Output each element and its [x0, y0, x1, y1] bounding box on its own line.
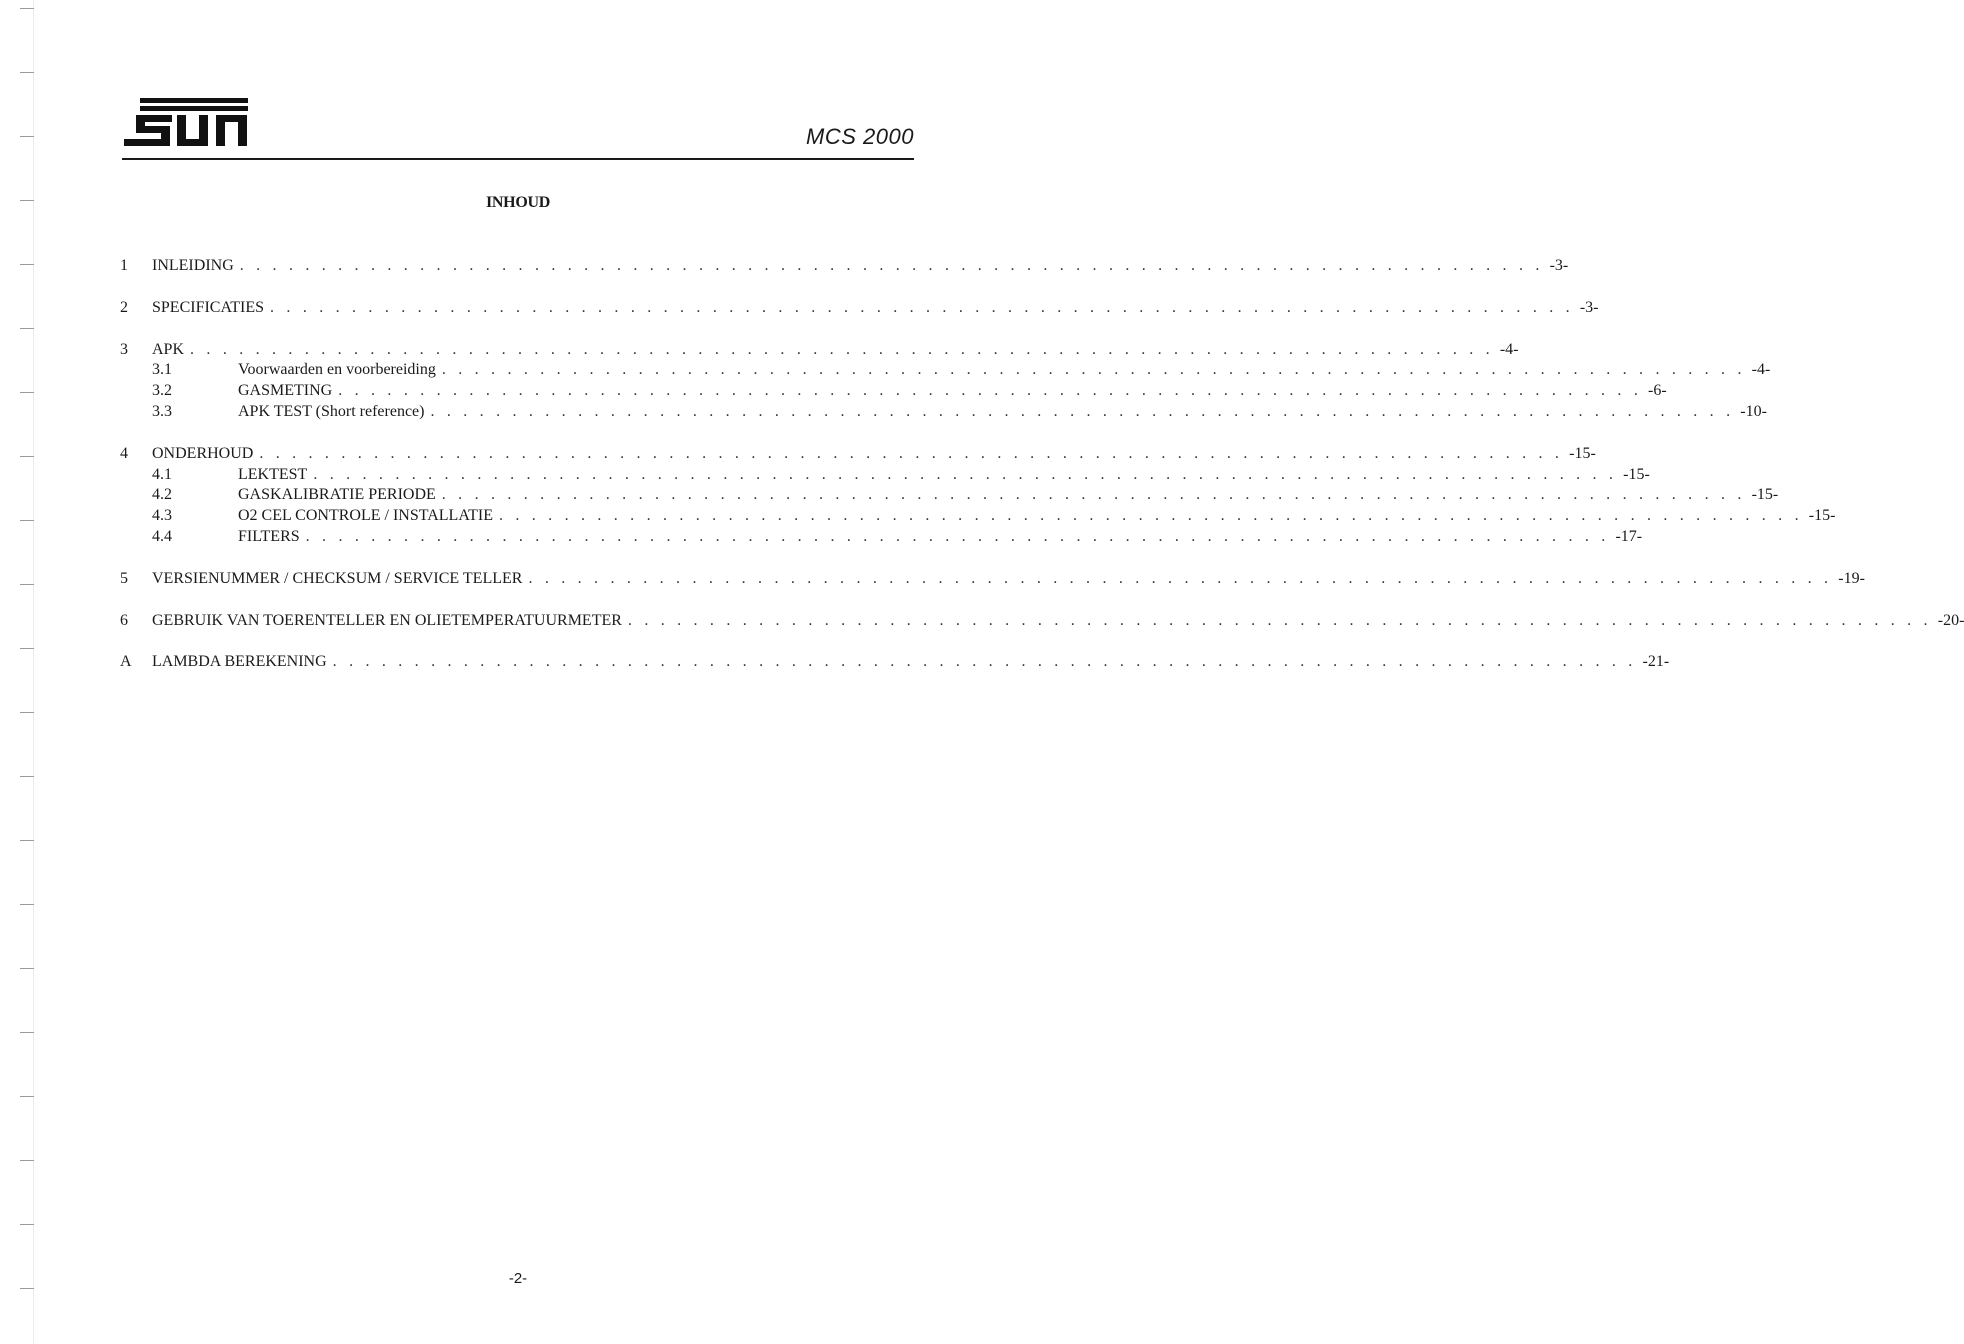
toc-subentry: [120, 360, 1771, 381]
table-of-contents: [120, 256, 1964, 694]
entry-title: FILTERS: [238, 527, 300, 545]
toc-entry: [120, 569, 1865, 590]
dot-leader: . . . . . . . . . . . . . . . . . . . . . . . . . . . . . . . . . . . . . . . . . . . . . . . . . . . . . . . . . . . . . . . . . . . . . . . . . . . . . . . .: [627, 611, 1932, 629]
entry-page: -15-: [1623, 465, 1650, 483]
binder-hole-mark: [20, 1288, 34, 1289]
toc-entry: [120, 340, 1519, 361]
toc-section: [120, 444, 1836, 548]
entry-number: 4: [120, 444, 128, 462]
binder-hole-mark: [20, 968, 34, 969]
dot-leader: . . . . . . . . . . . . . . . . . . . . . . . . . . . . . . . . . . . . . . . . . . . . . . . . . . . . . . . . . . . . . . . . . . . . . . . . . . . . . . . .: [338, 382, 1643, 400]
toc-subentry: [120, 402, 1767, 423]
sun-logo: [122, 98, 248, 154]
entry-page: -19-: [1838, 569, 1865, 587]
entry-title: GASKALIBRATIE PERIODE: [238, 486, 436, 504]
entry-number: 4.2: [152, 486, 172, 504]
entry-page: -4-: [1499, 340, 1519, 358]
entry-number: 3: [120, 340, 128, 358]
entry-title: O2 CEL CONTROLE / INSTALLATIE: [238, 507, 493, 525]
binder-hole-mark: [20, 1096, 34, 1097]
toc-subentry: [120, 485, 1779, 506]
dot-leader: . . . . . . . . . . . . . . . . . . . . . . . . . . . . . . . . . . . . . . . . . . . . . . . . . . . . . . . . . . . . . . . . . . . . . . . . . . . . . . . .: [270, 298, 1574, 316]
binder-hole-mark: [20, 8, 34, 9]
binder-hole-mark: [20, 72, 34, 73]
binder-hole-mark: [20, 264, 34, 265]
entry-title: LAMBDA BEREKENING: [152, 653, 327, 671]
dot-leader: . . . . . . . . . . . . . . . . . . . . . . . . . . . . . . . . . . . . . . . . . . . . . . . . . . . . . . . . . . . . . . . . . . . . . . . . . . . . . . . .: [441, 361, 1746, 379]
entry-number: 1: [120, 257, 128, 274]
entry-page: -15-: [1751, 486, 1779, 504]
dot-leader: . . . . . . . . . . . . . . . . . . . . . . . . . . . . . . . . . . . . . . . . . . . . . . . . . . . . . . . . . . . . . . . . . . . . . . . . . . . . . . . .: [239, 257, 1544, 274]
entry-title: APK TEST (Short reference): [238, 402, 425, 420]
entry-number: 3.2: [152, 382, 172, 400]
entry-page: -17-: [1615, 527, 1643, 545]
entry-page: -10-: [1740, 402, 1767, 420]
entry-number: 4.1: [152, 465, 172, 483]
entry-title: GEBRUIK VAN TOERENTELLER EN OLIETEMPERATUURMETER: [152, 611, 622, 629]
toc-subentry: [120, 506, 1836, 527]
toc-entry: [120, 444, 1596, 465]
dot-leader: . . . . . . . . . . . . . . . . . . . . . . . . . . . . . . . . . . . . . . . . . . . . . . . . . . . . . . . . . . . . . . . . . . . . . . . . . . . . . . . .: [313, 465, 1618, 483]
header-rule: [122, 158, 914, 160]
binder-hole-mark: [20, 712, 34, 713]
entry-title: APK: [152, 340, 185, 358]
entry-title: VERSIENUMMER / CHECKSUM / SERVICE TELLER: [152, 569, 523, 587]
toc-entry: [120, 256, 1569, 277]
toc-subentry: [120, 381, 1667, 402]
binder-hole-mark: [20, 136, 34, 137]
entry-title: INLEIDING: [152, 257, 234, 274]
entry-title: LEKTEST: [238, 465, 308, 483]
toc-subentry: [120, 527, 1643, 548]
entry-page: -4-: [1751, 361, 1771, 379]
entry-title: Voorwaarden en voorbereiding: [238, 361, 436, 379]
entry-number: 4.3: [152, 507, 172, 525]
toc-section: [120, 569, 1865, 590]
dot-leader: . . . . . . . . . . . . . . . . . . . . . . . . . . . . . . . . . . . . . . . . . . . . . . . . . . . . . . . . . . . . . . . . . . . . . . . . . . . . . . . .: [190, 340, 1494, 358]
binder-hole-mark: [20, 1224, 34, 1225]
entry-page: -6-: [1648, 382, 1667, 400]
entry-page: -21-: [1642, 653, 1670, 671]
toc-section: [120, 340, 1771, 423]
toc-entry: [120, 652, 1670, 673]
binder-hole-mark: [20, 1032, 34, 1033]
dot-leader: . . . . . . . . . . . . . . . . . . . . . . . . . . . . . . . . . . . . . . . . . . . . . . . . . . . . . . . . . . . . . . . . . . . . . . . . . . . . . . . .: [305, 527, 1610, 545]
dot-leader: . . . . . . . . . . . . . . . . . . . . . . . . . . . . . . . . . . . . . . . . . . . . . . . . . . . . . . . . . . . . . . . . . . . . . . . . . . . . . . . .: [441, 486, 1746, 504]
binder-hole-mark: [20, 840, 34, 841]
binder-hole-mark: [20, 520, 34, 521]
toc-section: [120, 256, 1569, 277]
binder-hole-mark: [20, 584, 34, 585]
entry-number: 4.4: [152, 527, 172, 545]
binder-hole-mark: [20, 328, 34, 329]
entry-number: 3.1: [152, 361, 172, 379]
binder-hole-mark: [20, 648, 34, 649]
toc-subentry: [120, 465, 1650, 486]
dot-leader: . . . . . . . . . . . . . . . . . . . . . . . . . . . . . . . . . . . . . . . . . . . . . . . . . . . . . . . . . . . . . . . . . . . . . . . . . . . . . . . .: [498, 507, 1803, 525]
binder-hole-mark: [20, 392, 34, 393]
entry-number: 5: [120, 569, 128, 587]
product-name: MCS 2000: [806, 124, 914, 149]
entry-title: GASMETING: [238, 382, 333, 400]
toc-section: [120, 298, 1599, 319]
binder-hole-mark: [20, 456, 34, 457]
binder-hole-mark: [20, 1160, 34, 1161]
toc-entry: [120, 611, 1964, 632]
dot-leader: . . . . . . . . . . . . . . . . . . . . . . . . . . . . . . . . . . . . . . . . . . . . . . . . . . . . . . . . . . . . . . . . . . . . . . . . . . . . . . . .: [332, 653, 1637, 671]
entry-page: -3-: [1549, 257, 1569, 274]
entry-page: -15-: [1569, 444, 1596, 462]
binder-hole-mark: [20, 776, 34, 777]
entry-number: 3.3: [152, 402, 172, 420]
dot-leader: . . . . . . . . . . . . . . . . . . . . . . . . . . . . . . . . . . . . . . . . . . . . . . . . . . . . . . . . . . . . . . . . . . . . . . . . . . . . . . . .: [528, 569, 1833, 587]
entry-page: -20-: [1937, 611, 1964, 629]
entry-number: 6: [120, 611, 128, 629]
toc-section: [120, 611, 1964, 632]
entry-number: 2: [120, 298, 128, 316]
entry-title: SPECIFICATIES: [152, 298, 265, 316]
entry-page: -15-: [1808, 507, 1836, 525]
entry-page: -3-: [1579, 298, 1599, 316]
entry-number: A: [120, 653, 132, 671]
toc-section: [120, 652, 1670, 673]
dot-leader: . . . . . . . . . . . . . . . . . . . . . . . . . . . . . . . . . . . . . . . . . . . . . . . . . . . . . . . . . . . . . . . . . . . . . . . . . . . . . . . .: [430, 402, 1735, 420]
page-number: -2-: [508, 1270, 528, 1287]
dot-leader: . . . . . . . . . . . . . . . . . . . . . . . . . . . . . . . . . . . . . . . . . . . . . . . . . . . . . . . . . . . . . . . . . . . . . . . . . . . . . . . .: [259, 444, 1564, 462]
binder-hole-mark: [20, 904, 34, 905]
toc-title: INHOUD: [486, 194, 550, 211]
toc-entry: [120, 298, 1599, 319]
entry-title: ONDERHOUD: [152, 444, 254, 462]
